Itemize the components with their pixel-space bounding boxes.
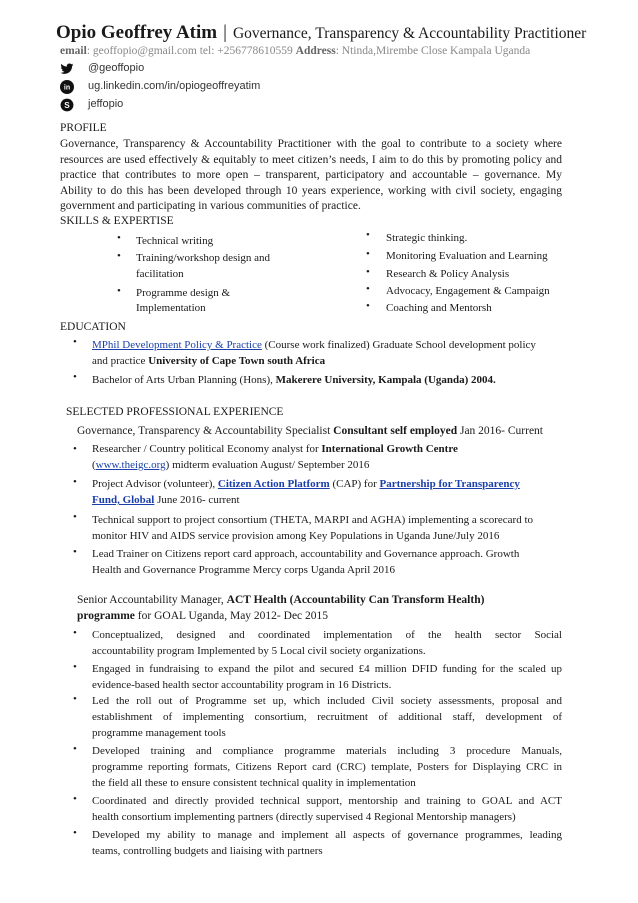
job-dates: for GOAL Uganda, May 2012- Dec 2015 [134, 610, 329, 622]
university-name: University of Cape Town south Africa [148, 355, 326, 367]
skill-item: Advocacy, Engagement & Campaign [386, 285, 550, 297]
education-item-2 [92, 372, 496, 388]
education-heading: EDUCATION [60, 321, 126, 333]
job2-bullet-3 [92, 693, 562, 741]
skill-item: Coaching and Mentorsh [386, 302, 492, 314]
bullet-text: Coordinated and directly provided technical support, mentorship and training to GOAL and ACT [92, 795, 562, 807]
bullet: • [73, 443, 77, 455]
bullet: • [73, 511, 77, 523]
email-label: email [60, 45, 87, 57]
svg-text:S: S [64, 100, 70, 110]
job1-bullet-4-cont: Health and Governance Programme Mercy corps Uganda April 2016 [92, 564, 396, 576]
cap-link[interactable]: Citizen Action Platform [217, 478, 330, 490]
job1-bullet-2-cont [92, 492, 240, 508]
profile-heading: PROFILE [60, 122, 107, 134]
bullet-text: Project Advisor (volunteer), [92, 478, 218, 490]
bullet-text: midterm evaluation August/ September 2016 [169, 459, 370, 471]
job1-bullet-1-cont: (www.theigc.org) midterm evaluation August/ September 2016 [92, 459, 370, 471]
bullet: • [366, 229, 370, 241]
skill-item-cont: Implementation [136, 302, 206, 314]
profile-paragraph [60, 137, 562, 215]
bullet: • [73, 793, 77, 805]
professional-title: Governance, Transparency & Accountability Practitioner [232, 25, 587, 42]
bullet: • [366, 283, 370, 295]
bullet-text: Led the roll out of Programme set up, which included Civil society assessments, proposal and [92, 695, 562, 707]
job1-bullet-2 [92, 476, 520, 492]
skill-item: Research & Policy Analysis [386, 268, 510, 280]
bullet: • [366, 300, 370, 312]
job2-bullet-6 [92, 827, 562, 859]
employer: Consultant self employed [333, 425, 458, 437]
theigc-link[interactable]: www.theigc.org [95, 459, 166, 471]
bullet: • [73, 371, 77, 383]
ptf-link[interactable]: Partnership for Transparency [379, 478, 520, 490]
bullet-text: June 2016- current [154, 494, 240, 506]
university-name: Makerere University, Kampala (Uganda) 2004. [275, 374, 496, 386]
profile-line: Ability to do this has been developed through 10 years experience, working with civil society, engaging [60, 184, 562, 197]
bullet-text: teams, controlling budgets and liaising with partners [92, 845, 323, 857]
bullet: • [73, 743, 77, 755]
twitter-handle: @geoffopio [88, 62, 145, 74]
twitter-icon [60, 62, 74, 76]
bullet-text: evidence-based health sector accountability program in 16 Districts. [92, 679, 392, 691]
bullet: • [117, 232, 121, 244]
bullet: • [73, 693, 77, 705]
bullet: • [73, 476, 77, 488]
profile-line: government and participating in various communities of practice. [60, 200, 361, 212]
profile-line: Governance, Transparency & Accountability Practitioner with the goal to contribute to a society where [60, 138, 562, 150]
job1-title [77, 423, 543, 439]
bullet: • [73, 546, 77, 558]
job-role: Governance, Transparency & Accountability Specialist [77, 425, 334, 437]
skill-item: Technical writing [136, 235, 214, 247]
education-detail: Bachelor of Arts Urban Planning (Hons), [92, 374, 276, 386]
job-dates: Jan 2016- Current [457, 425, 544, 437]
job2-bullet-4 [92, 743, 562, 791]
skype-handle: jeffopio [88, 98, 124, 110]
job1-bullet-4: Lead Trainer on Citizens report card approach, accountability and Governance approach. Growth [92, 548, 520, 560]
bullet-text: establishment of implementing consortium, recruitment of additional staff, development of [92, 711, 562, 723]
job2-bullet-2 [92, 661, 562, 693]
job1-bullet-3-cont: monitor HIV and AIDS service provision among Key Populations in Uganda June/July 2016 [92, 530, 500, 542]
job2-title [77, 592, 549, 608]
skill-item: Strategic thinking. [386, 232, 468, 244]
bullet-text: health consortium implementing partners (directly supervised 4 Regional Mentorship managers) [92, 811, 516, 823]
address: : Ntinda,Mirembe Close Kampala Uganda [335, 45, 531, 57]
job-role: Senior Accountability Manager, [77, 594, 227, 606]
bullet: • [366, 266, 370, 278]
bullet: • [73, 661, 77, 673]
programme-name: programme [77, 610, 135, 622]
job2-bullet-1 [92, 627, 562, 659]
bullet-text: Developed my ability to manage and implement all aspects of governance programmes, leading [92, 829, 562, 841]
experience-heading: SELECTED PROFESSIONAL EXPERIENCE [66, 406, 284, 418]
skill-item: Monitoring Evaluation and Learning [386, 250, 548, 262]
education-detail: and practice [92, 355, 149, 367]
bullet: • [117, 285, 121, 297]
education-item-1-cont [92, 353, 325, 369]
address-label: Address [295, 45, 336, 57]
title-separator: | [223, 22, 227, 43]
profile-line: practice that contributes to more open – transparent, participatory and accountable – governance. My [60, 169, 562, 181]
ptf-link-cont[interactable]: Fund, Global [92, 494, 155, 506]
bullet-text: Researcher / Country political Economy analyst for [92, 443, 322, 455]
profile-line: resources are used effectively & equitably to meet citizen’s needs, I aim to do this by promoting policy and [60, 153, 562, 166]
name-heading [56, 22, 586, 44]
skill-item: Programme design & [136, 287, 231, 299]
skype-icon [60, 98, 74, 112]
mphil-link[interactable]: MPhil Development Policy & Practice [92, 339, 262, 351]
linkedin-icon [60, 80, 74, 94]
bullet-text: Engaged in fundraising to expand the pilot and secured £4 million DFID funding for the scaled up [92, 663, 562, 675]
job2-title-cont [77, 608, 328, 624]
svg-text:in: in [63, 84, 71, 92]
bullet-text: Developed training and compliance programme materials including 3 procedure Manuals, [92, 745, 562, 757]
education-detail: (Course work finalized) Graduate School development policy [261, 339, 536, 351]
skills-heading: SKILLS & EXPERTISE [60, 215, 174, 227]
job1-bullet-3: Technical support to project consortium (THETA, MARPI and AGHA) implementing a scorecard to [92, 514, 533, 526]
bullet-text: programme management tools [92, 727, 226, 739]
job2-bullet-5 [92, 793, 562, 825]
bullet: • [366, 248, 370, 260]
bullet-text: accountability program Implemented by 5 Local civil society organizations. [92, 645, 426, 657]
bullet: • [73, 827, 77, 839]
email-phone[interactable]: : geoffopio@gmail.com tel: +256778610559 [86, 45, 293, 57]
linkedin-url: ug.linkedin.com/in/opiogeoffreyatim [88, 80, 261, 92]
employer: International Growth Centre [321, 443, 458, 455]
name: Opio Geoffrey Atim [56, 22, 218, 43]
skill-item: Training/workshop design and [136, 252, 271, 264]
bullet: • [117, 250, 121, 262]
bullet-text: the field all these to ensure consistent technical quality in implementation [92, 777, 416, 789]
skill-item-cont: facilitation [136, 268, 184, 280]
programme-name: ACT Health (Accountability Can Transform Health) [226, 594, 485, 606]
bullet-text: Conceptualized, designed and coordinated implementation of the health sector Social [92, 629, 562, 641]
bullet: • [73, 336, 77, 348]
job1-bullet-1 [92, 441, 562, 457]
contact-line [60, 45, 530, 57]
bullet-text: (CAP) for [329, 478, 380, 490]
bullet: • [73, 627, 77, 639]
education-item-1 [92, 337, 536, 353]
bullet-text: programme reporting formats, Citizens Report card (CRC) template, Posters for Displaying CRC in [92, 761, 562, 773]
